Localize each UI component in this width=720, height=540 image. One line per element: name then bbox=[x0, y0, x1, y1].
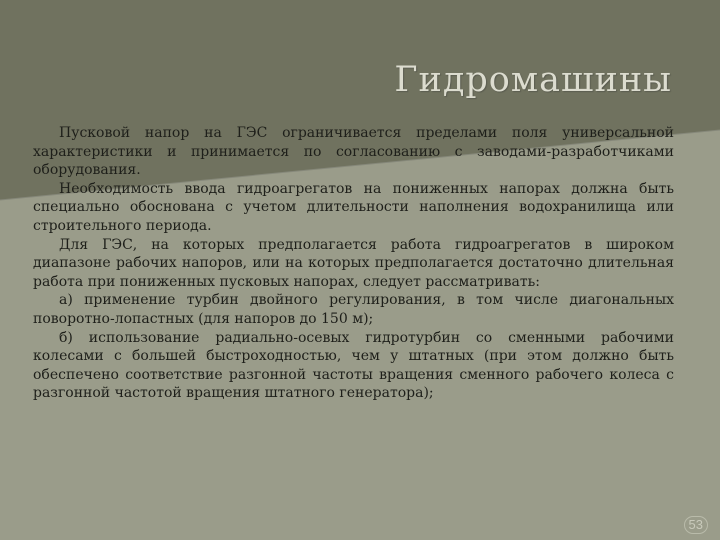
paragraph: Необходимость ввода гидроагрегатов на пониженных напорах должна быть специально обоснована с учетом длительности наполнения водохранилища или строительного периода. bbox=[33, 180, 674, 234]
paragraph: Для ГЭС, на которых предполагается работа гидроагрегатов в широком диапазоне рабочих напоров, или на которых предполагается достаточно длительная работа при пониженных пусковых напорах, следует рассматривать: bbox=[33, 236, 674, 290]
slide-body bbox=[33, 124, 674, 403]
paragraph: а) применение турбин двойного регулирования, в том числе диагональных поворотно-лопастных (для напоров до 150 м); bbox=[33, 292, 674, 327]
paragraph: Пусковой напор на ГЭС ограничивается пределами поля универсальной характеристики и принимается по согласованию с заводами-разработчиками оборудования. bbox=[33, 125, 674, 179]
slide-title: Гидромашины bbox=[394, 60, 672, 100]
paragraph: б) использование радиально-осевых гидротурбин со сменными рабочими колесами с большей быстроходностью, чем у штатных (при этом должно быть обеспечено соответствие разгонной частоты вращения сменного рабочего колеса с разгонной частотой вращения штатного генератора); bbox=[33, 329, 674, 402]
page-number: 53 bbox=[684, 516, 708, 534]
